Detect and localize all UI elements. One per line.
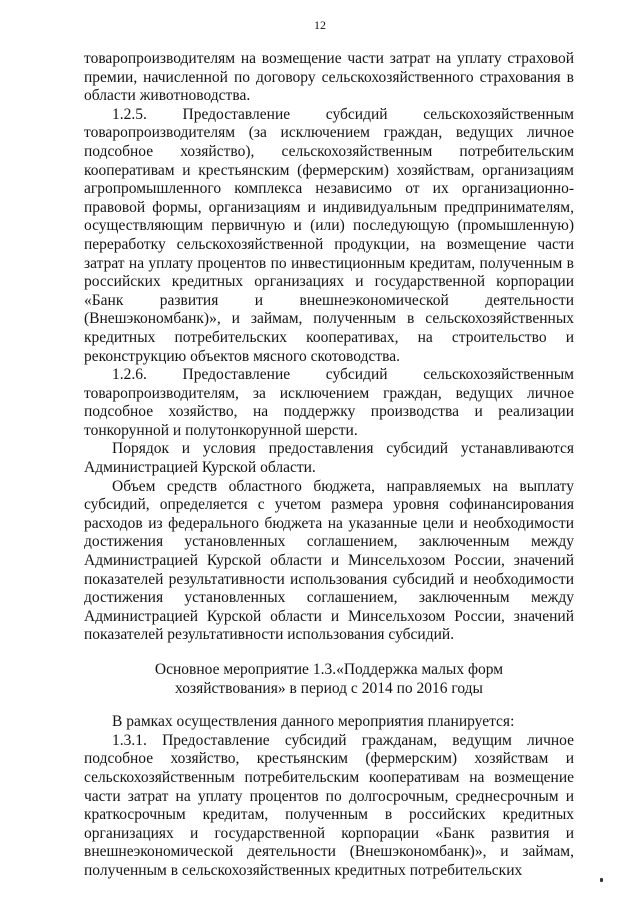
section-heading-line-1: Основное мероприятие 1.3.«Поддержка малых форм	[154, 661, 504, 678]
document-body	[84, 50, 574, 881]
paragraph-insurance-premium: товаропроизводителям на возмещение части затрат на уплату страховой премии, начисленной по договору сельскохозяйственного страхования в области животноводства.	[84, 50, 574, 105]
paragraph-1-2-5: 1.2.5. Предоставление субсидий сельскохозяйственным товаропроизводителям (за исключением граждан, ведущих личное подсобное хозяйство), сельскохозяйственным потребительским кооперативам и крестьянским (фермерским) хозяйствам, организациям агропромышленного комплекса независимо от их организационно-правовой формы, организациям и индивидуальным предпринимателям, осуществляющим первичную и (или) последующую (промышленную) переработку сельскохозяйственной продукции, на возмещение части затрат на уплату процентов по инвестиционным кредитам, полученным в российских кредитных организациях и государственной корпорации «Банк развития и внешнеэкономической деятельности (Внешэкономбанк)», и займам, полученным в сельскохозяйственных кредитных потребительских кооперативах, на строительство и реконструкцию объектов мясного скотоводства.	[84, 105, 574, 365]
paragraph-planned: В рамках осуществления данного мероприятия планируется:	[112, 713, 515, 731]
paragraph-budget-volume: Объем средств областного бюджета, направляемых на выплату субсидий, определяется с учетом размера уровня софинансирования расходов из федерального бюджета на указанные цели и необходимости достижения установленных соглашением, заключенным между Администрацией Курской области и Минсельхозом России, значений показателей результативности использования субсидий и необходимости достижения установленных соглашением, заключенным между Администрацией Курской области и Минсельхозом России, значений показателей результативности использования субсидий.	[84, 477, 574, 644]
paragraph-1-3-1: 1.3.1. Предоставление субсидий гражданам, ведущим личное подсобное хозяйство, крестьянским (фермерским) хозяйствам и сельскохозяйственным потребительским кооперативам на возмещение части затрат на уплату процентов по долгосрочным, среднесрочным и краткосрочным кредитам, полученным в российских кредитных организациях и государственной корпорации «Банк развития и внешнеэкономической деятельности (Внешэкономбанк)», и займам, полученным в сельскохозяйственных кредитных потребительских	[84, 731, 574, 879]
paragraph-1-2-6: 1.2.6. Предоставление субсидий сельскохозяйственным товаропроизводителям, за исключением граждан, ведущих личное подсобное хозяйство, на поддержку производства и реализации тонкорунной и полутонкорунной шерсти.	[84, 366, 574, 439]
scan-speck	[600, 878, 603, 882]
page-number: 12	[314, 18, 326, 32]
section-heading	[84, 661, 574, 698]
paragraph-procedure: Порядок и условия предоставления субсидий устанавливаются Администрацией Курской области.	[84, 440, 574, 477]
section-heading-line-2: хозяйствования» в период с 2014 по 2016 годы	[175, 679, 483, 697]
